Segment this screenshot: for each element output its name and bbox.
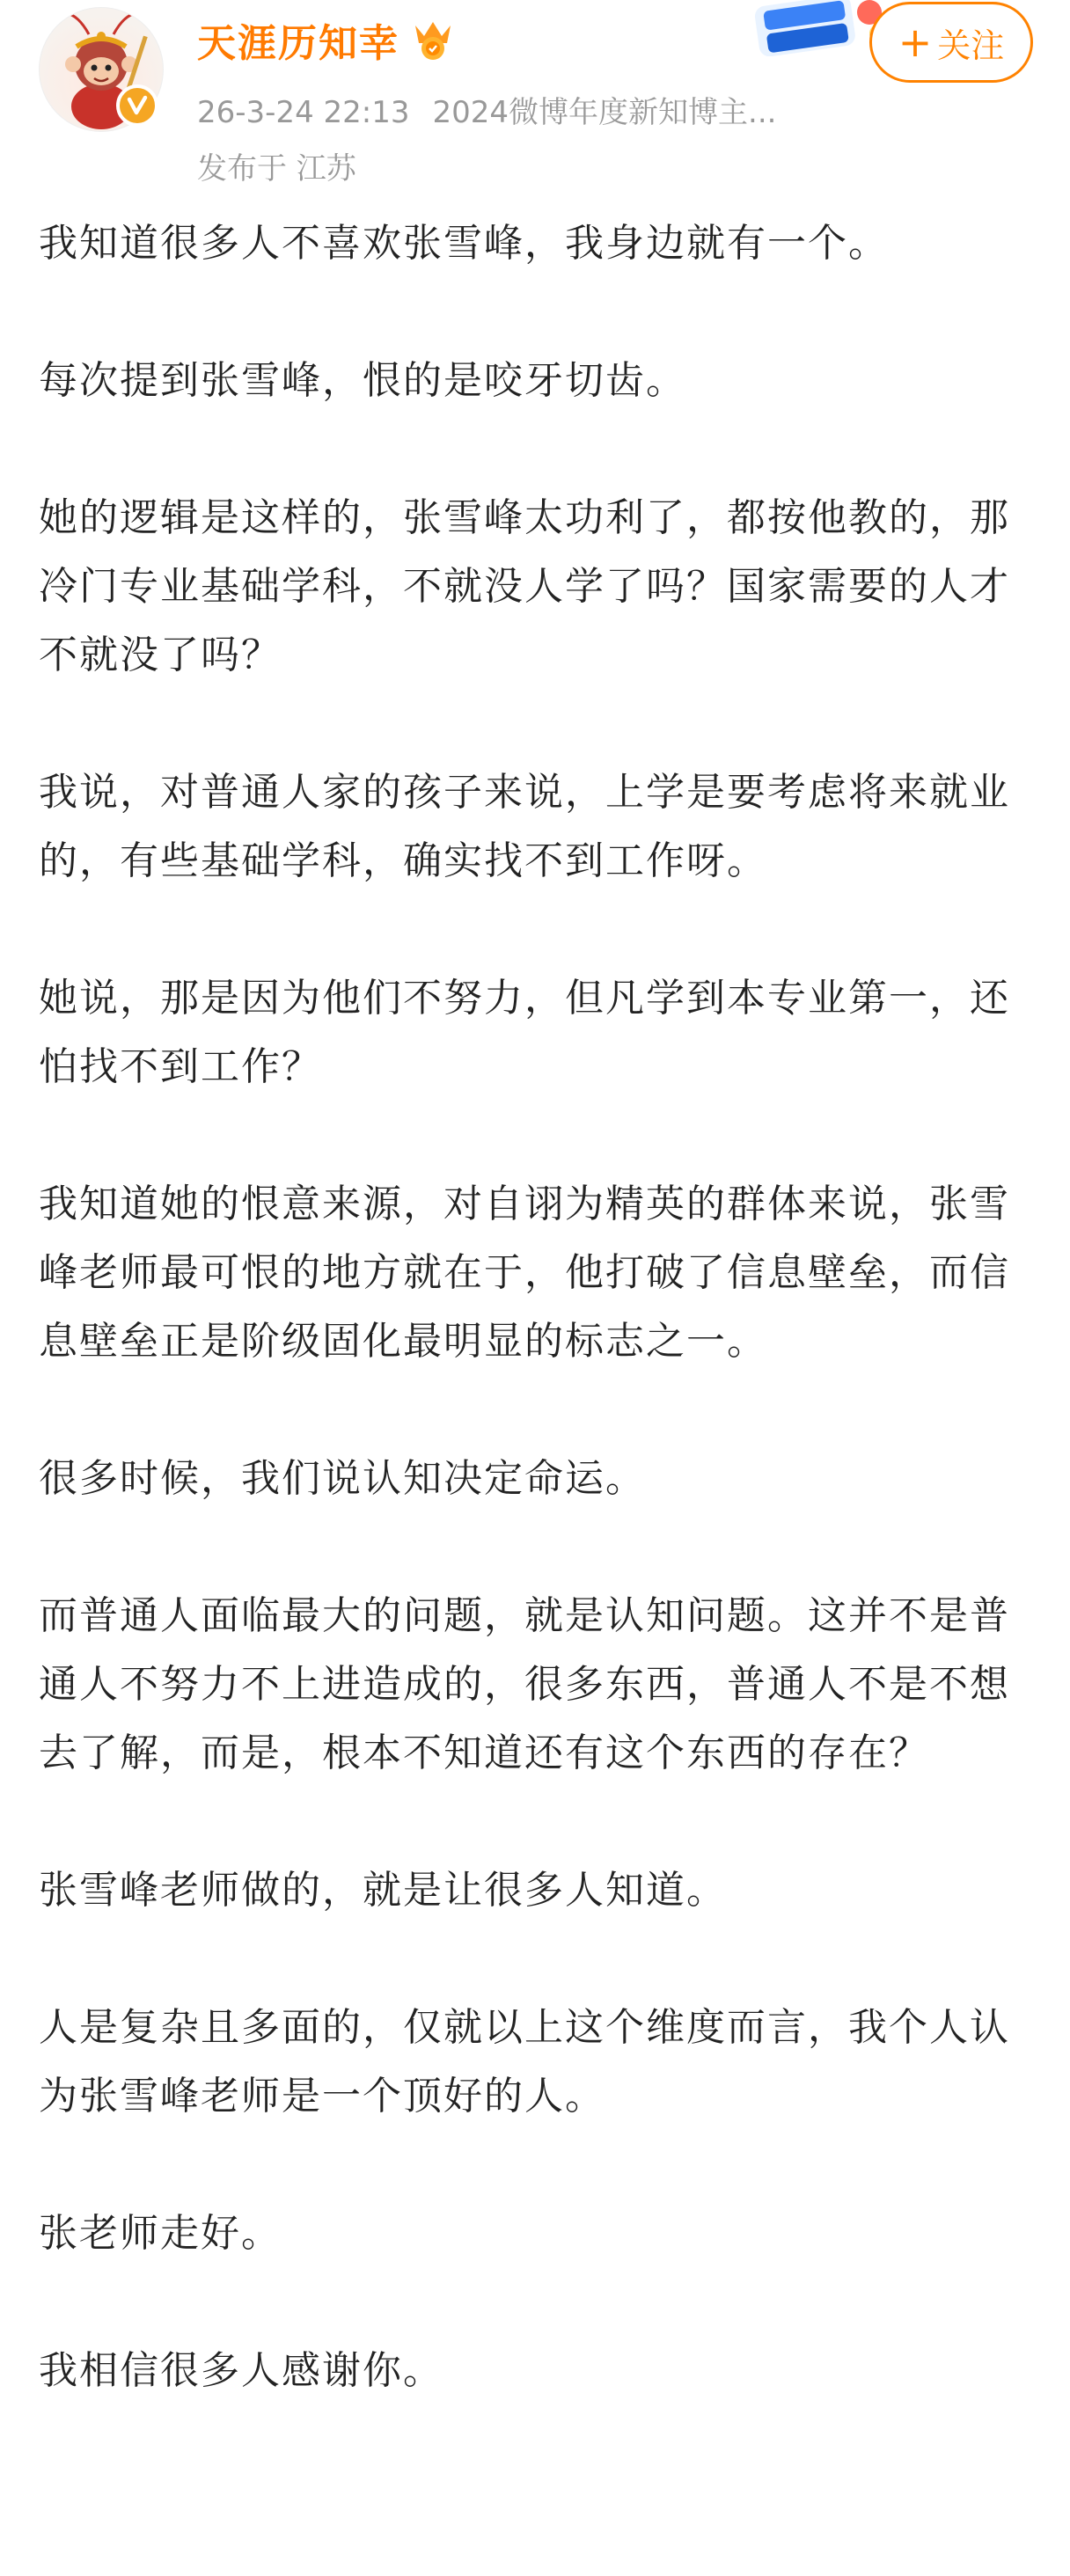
festival-sticker [746, 0, 887, 56]
name-row [197, 9, 456, 70]
post-source[interactable]: 2024微博年度新知博主... [432, 95, 777, 130]
plus-icon: + [898, 18, 933, 66]
post-header [0, 0, 1070, 194]
post-paragraph: 我相信很多人感谢你。 [39, 2348, 443, 2393]
post-time: 26-3-24 22:13 [197, 95, 410, 130]
verified-badge [116, 84, 158, 127]
post-paragraph: 我知道她的恨意来源，对自诩为精英的群体来说，张雪峰老师最可恨的地方就在于，他打破了信息壁垒，而信息壁垒正是阶级固化最明显的标志之一。 [39, 1182, 1010, 1364]
post-paragraph: 张雪峰老师做的，就是让很多人知道。 [39, 1868, 727, 1913]
post-paragraph: 每次提到张雪峰，恨的是咬牙切齿。 [39, 358, 686, 403]
verified-v-icon [120, 88, 155, 123]
post-paragraph: 她的逻辑是这样的，张雪峰太功利了，都按他教的，那冷门专业基础学科，不就没人学了吗？国家需要的人才不就没了吗？ [39, 495, 1010, 677]
post-body [39, 209, 1033, 2405]
post-meta [197, 88, 848, 131]
post-paragraph: 很多时候，我们说认知决定命运。 [39, 1456, 646, 1501]
post-paragraph: 我知道很多人不喜欢张雪峰，我身边就有一个。 [39, 221, 889, 266]
post-paragraph: 人是复杂且多面的，仅就以上这个维度而言，我个人认为张雪峰老师是一个顶好的人。 [39, 2005, 1010, 2119]
follow-label: 关注 [937, 26, 1005, 65]
post-paragraph: 张老师走好。 [39, 2211, 282, 2256]
post-paragraph: 我说，对普通人家的孩子来说，上学是要考虑将来就业的，有些基础学科，确实找不到工作呀。 [39, 770, 1010, 883]
post-paragraph: 她说，那是因为他们不努力，但凡学到本专业第一，还怕找不到工作？ [39, 976, 1010, 1089]
user-name[interactable]: 天涯历知幸 [197, 21, 399, 66]
post-paragraph: 而普通人面临最大的问题，就是认知问题。这并不是普通人不努力不上进造成的，很多东西，普通人不是不想去了解，而是，根本不知道还有这个东西的存在？ [39, 1593, 1010, 1775]
vip-medal-icon[interactable] [410, 17, 456, 62]
follow-button[interactable] [869, 2, 1033, 83]
post-location: 发布于 江苏 [197, 151, 356, 187]
